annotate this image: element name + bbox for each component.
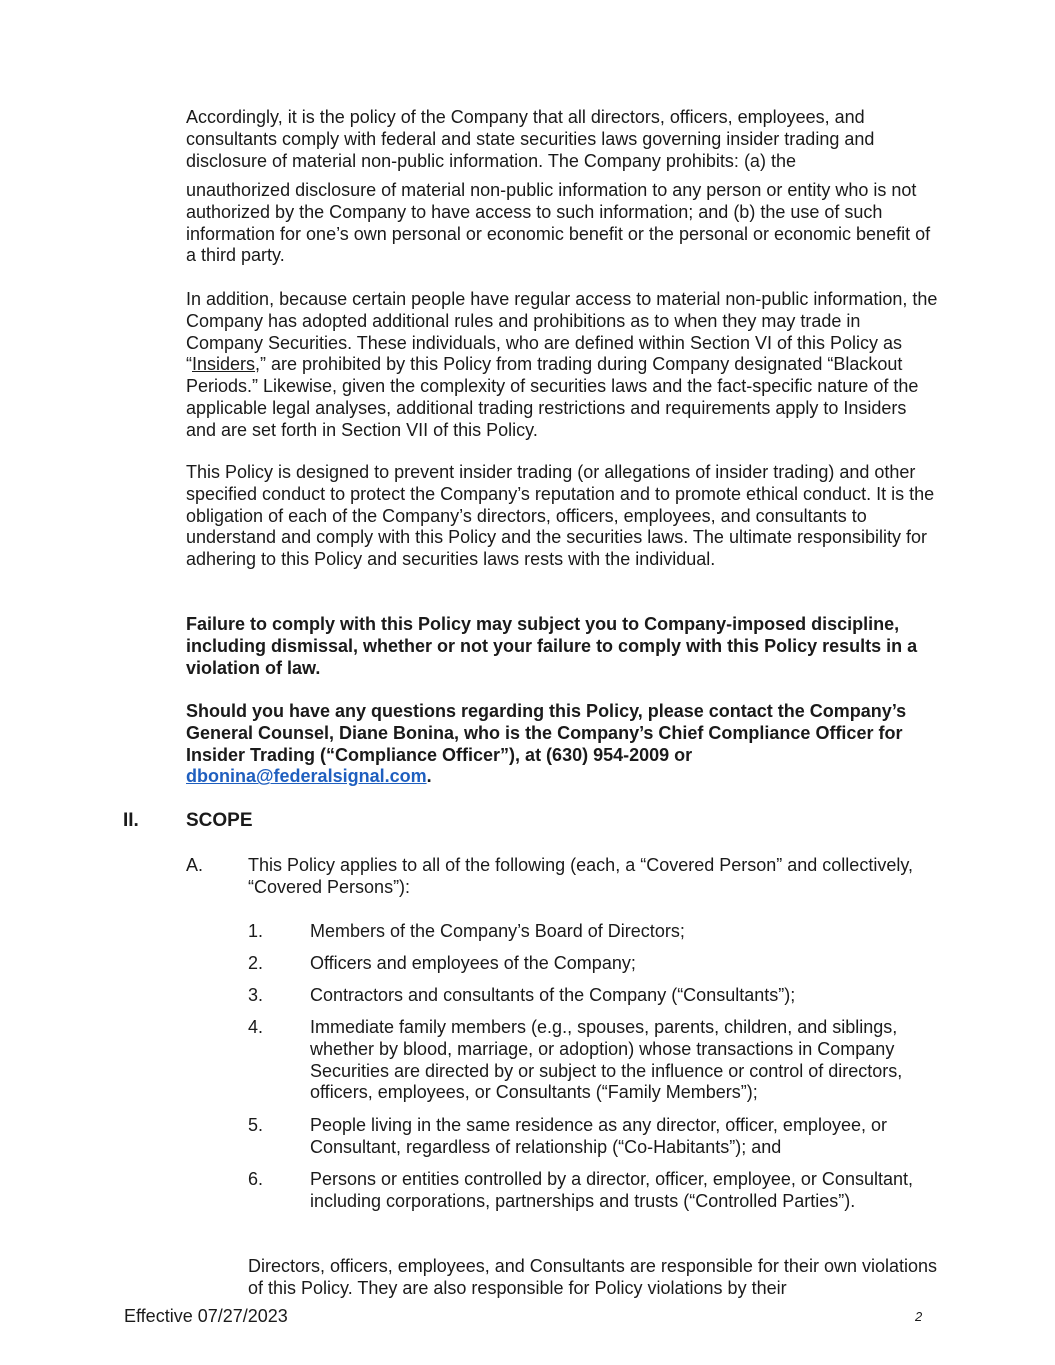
list-item-number: 2. bbox=[248, 953, 264, 973]
list-item-text: Contractors and consultants of the Company (“Consultants”); bbox=[310, 985, 796, 1005]
list-item-text: Officers and employees of the Company; bbox=[310, 953, 636, 973]
list-item-text: Immediate family members (e.g., spouses, parents, children, and siblings, whether by blood, marriage, or adoption) whose transactions in Company Securities are directed by or subject to the influence or control of directors, officers, employees, or Consultants (“Family Members”); bbox=[310, 1017, 903, 1103]
section-title: SCOPE bbox=[186, 810, 253, 831]
list-item-number: 4. bbox=[248, 1017, 264, 1037]
subsection-letter: A. bbox=[186, 855, 204, 875]
effective-date: Effective 07/27/2023 bbox=[124, 1306, 288, 1326]
contact-text: Should you have any questions regarding this Policy, please contact the Company’s General Counsel, Diane Bonina, who is the Company’s Chief Compliance Officer for Insider Trading (“Compliance Officer”), at (630) 954-2009 or bbox=[186, 701, 907, 765]
list-item-number: 3. bbox=[248, 985, 264, 1005]
section-number: II. bbox=[123, 810, 139, 831]
page-number: 2 bbox=[915, 1309, 923, 1324]
insiders-paragraph-start: In addition, because certain people have regular access to material non-public information, the Company has adopted additional rules and prohibitions as to when they may trade in Company Securities. These individuals, who are defined within Section VI of this Policy as “ bbox=[186, 289, 938, 375]
insiders-paragraph bbox=[186, 289, 938, 442]
failure-warning-paragraph: Failure to comply with this Policy may subject you to Company-imposed discipline, including dismissal, whether or not your failure to comply with this Policy results in a violation of law. bbox=[186, 614, 918, 678]
responsibility-paragraph: Directors, officers, employees, and Consultants are responsible for their own violations of this Policy. They are also responsible for Policy violations by their bbox=[248, 1256, 938, 1298]
insiders-term: Insiders bbox=[192, 354, 256, 375]
list-item-number: 5. bbox=[248, 1115, 264, 1135]
policy-paragraph-1b: unauthorized disclosure of material non-public information to any person or entity who is not authorized by the Company to have access to such information; and (b) the use of such information for one’s own personal or economic benefit or the personal or economic benefit of a third party. bbox=[186, 180, 931, 266]
policy-paragraph-1a: Accordingly, it is the policy of the Company that all directors, officers, employees, and consultants comply with federal and state securities laws governing insider trading and disclosure of material non-public information. The Company prohibits: (a) the bbox=[186, 107, 875, 171]
list-item-text: Members of the Company’s Board of Directors; bbox=[310, 921, 685, 941]
insiders-paragraph-end: ,” are prohibited by this Policy from trading during Company designated “Blackout Periods.” Likewise, given the complexity of securities laws and the fact-specific nature of the applicable legal analyses, additional trading restrictions and requirements apply to Insiders and are set forth in Section VII of this Policy. bbox=[186, 354, 919, 440]
list-item-text: People living in the same residence as any director, officer, employee, or Consultant, regardless of relationship (“Co-Habitants”); and bbox=[310, 1115, 887, 1157]
subsection-text: This Policy applies to all of the following (each, a “Covered Person” and collectively, “Covered Persons”): bbox=[248, 855, 913, 897]
compliance-officer-email-link[interactable]: dbonina@federalsignal.com bbox=[186, 766, 427, 787]
list-item-number: 1. bbox=[248, 921, 264, 941]
list-item-number: 6. bbox=[248, 1169, 264, 1189]
list-item-text: Persons or entities controlled by a director, officer, employee, or Consultant, including corporations, partnerships and trusts (“Controlled Parties”). bbox=[310, 1169, 913, 1211]
contact-paragraph bbox=[186, 701, 938, 788]
purpose-paragraph: This Policy is designed to prevent insider trading (or allegations of insider trading) and other specified conduct to protect the Company’s reputation and to promote ethical conduct. It is the obligation of each of the Company’s directors, officers, employees, and consultants to understand and comply with this Policy and the securities laws. The ultimate responsibility for adhering to this Policy and securities laws rests with the individual. bbox=[186, 462, 935, 570]
contact-period: . bbox=[426, 766, 432, 787]
